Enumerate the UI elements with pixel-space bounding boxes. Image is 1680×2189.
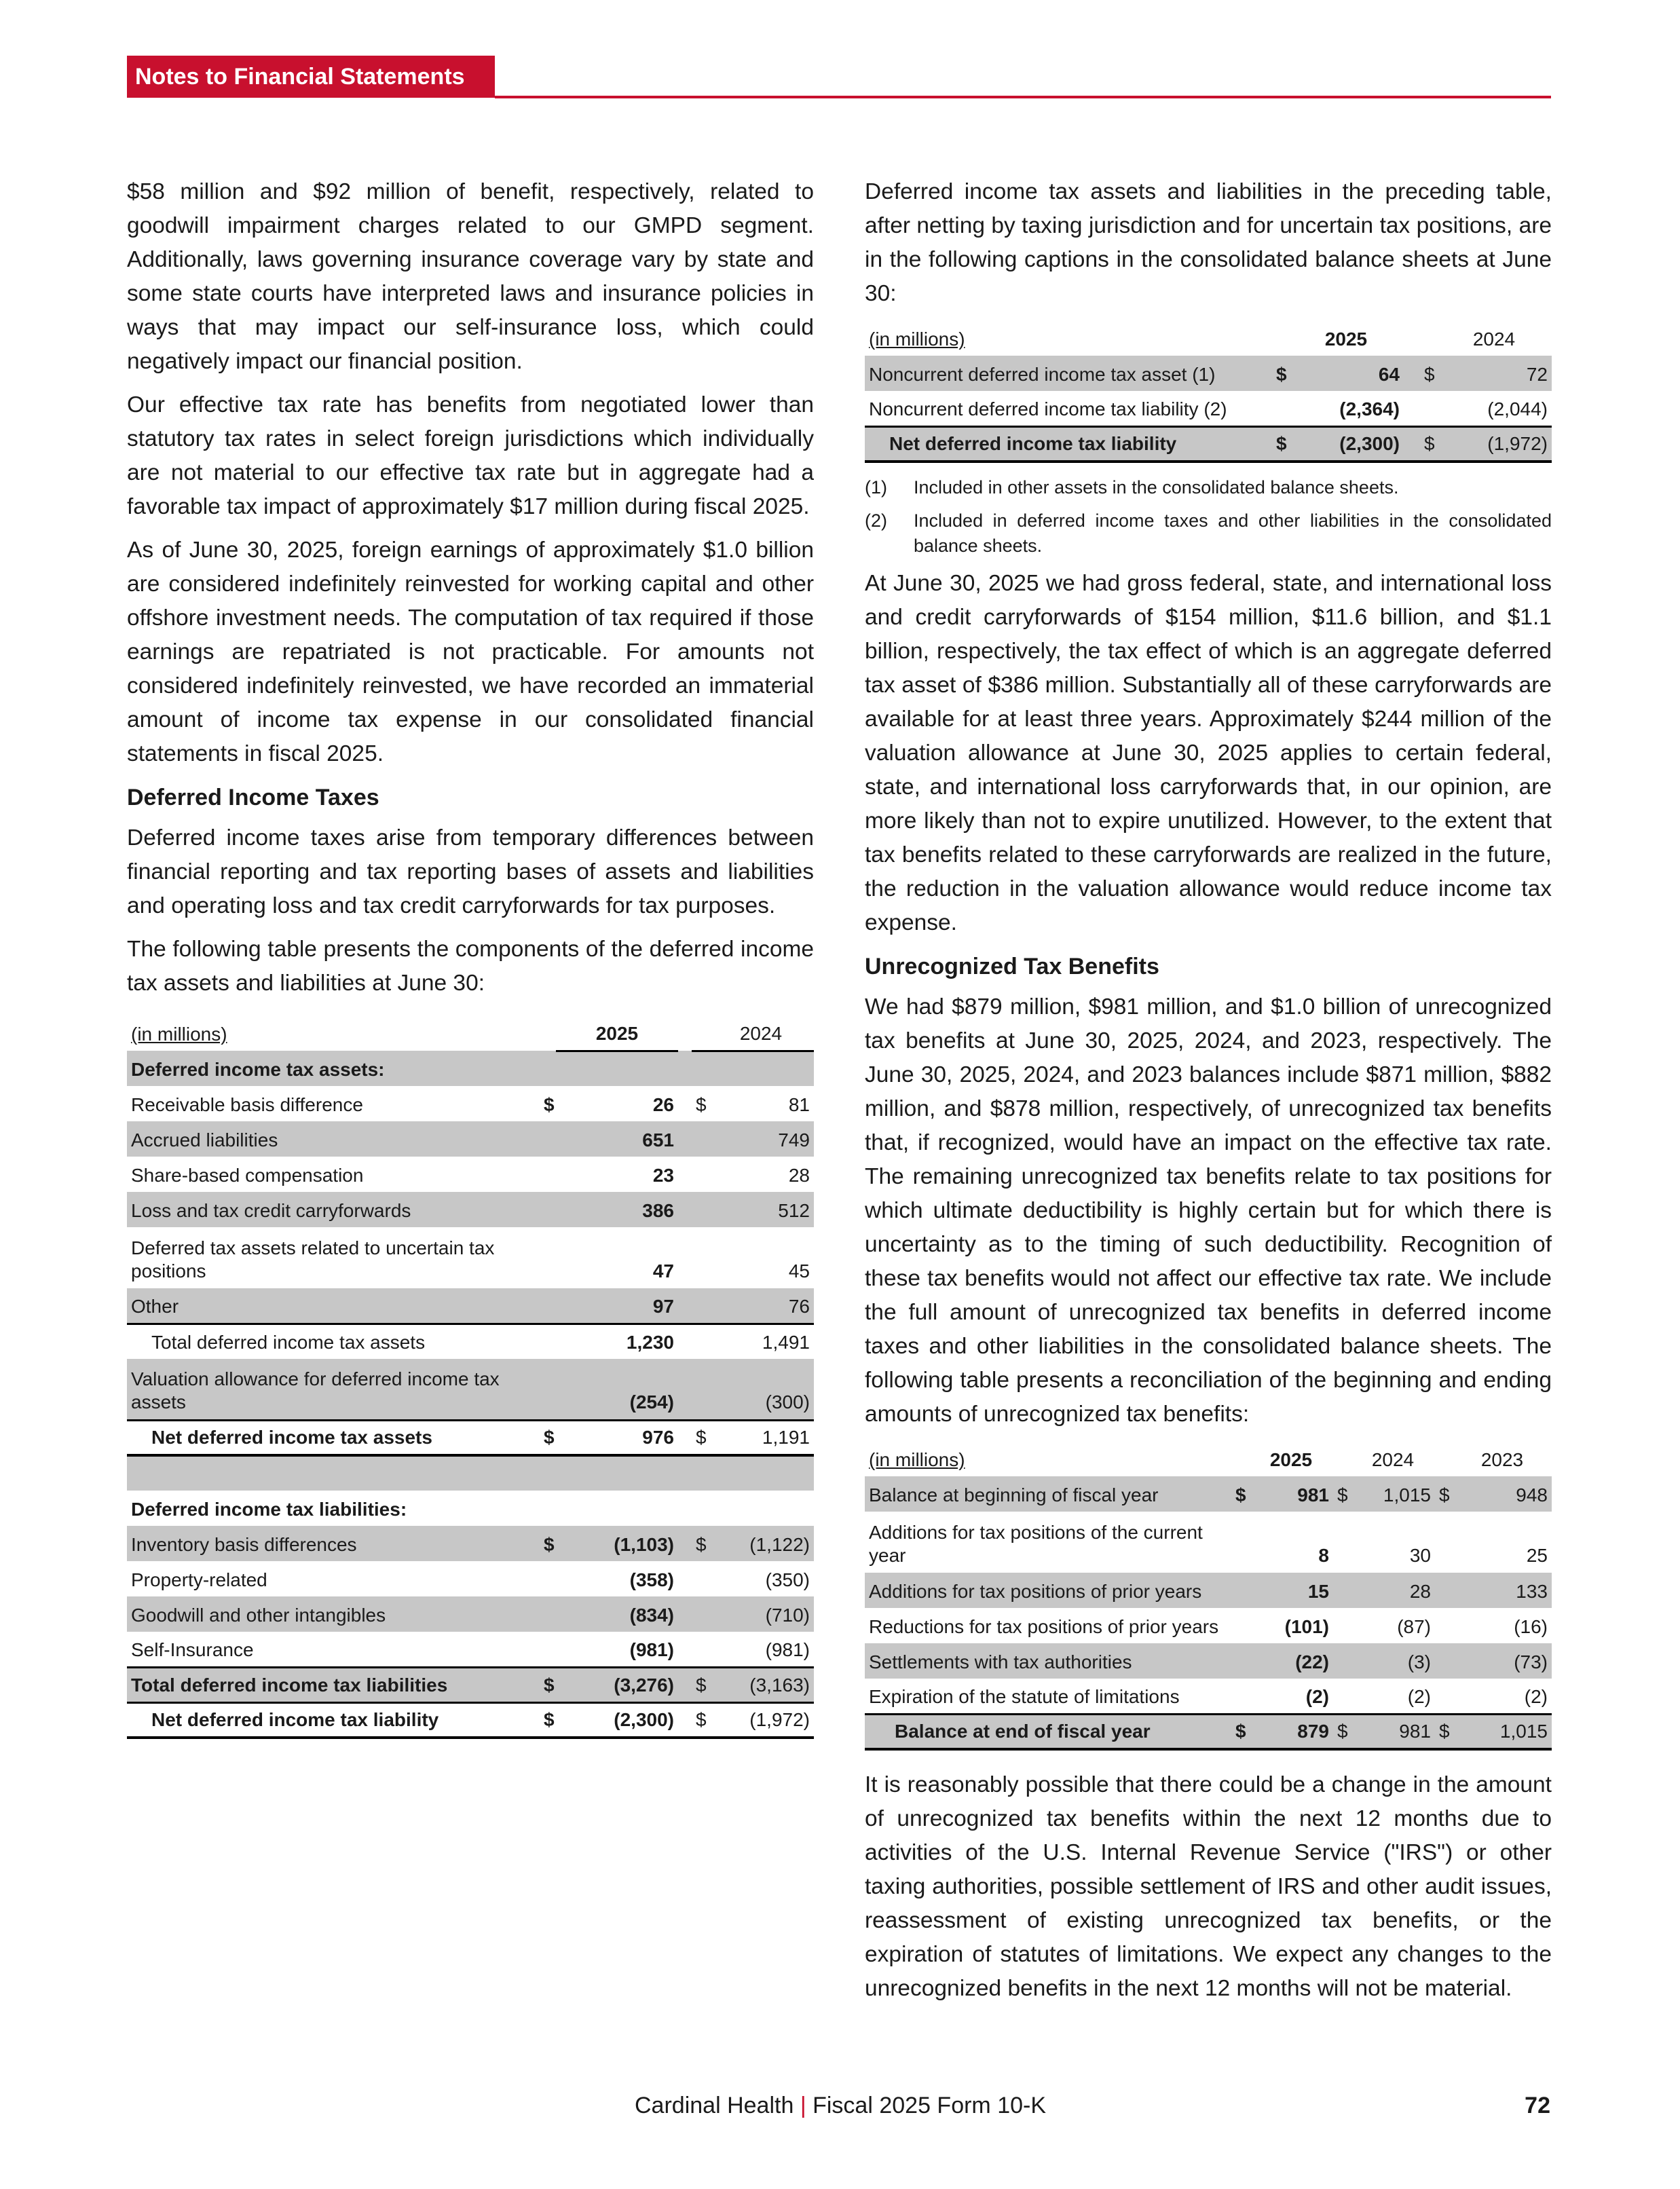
table-row-total: Net deferred income tax assets $ 976 $ 1,191: [127, 1420, 814, 1455]
left-column: [127, 175, 814, 1739]
year-header: 2025: [1324, 329, 1368, 350]
footnote: (2) Included in deferred income taxes and other liabilities in the consolidated balance sheets.: [865, 510, 1552, 556]
unrecognized-tax-benefits-table: [865, 1441, 1552, 1751]
table-row: Additions for tax positions of prior years 15 28 133: [865, 1573, 1552, 1608]
table-row: Inventory basis differences $ (1,103) $ (1,122): [127, 1526, 814, 1561]
table-row: Other 97 76: [127, 1288, 814, 1324]
year-header: 2023: [1480, 1449, 1524, 1470]
deferred-tax-components-table: [127, 1015, 814, 1739]
header-title: Notes to Financial Statements: [127, 56, 495, 98]
table-row: Valuation allowance for deferred income tax assets (254) (300): [127, 1359, 814, 1420]
table-row: Self-Insurance (981) (981): [131, 1639, 810, 1660]
table-row: Settlements with tax authorities (22) (3) (73): [865, 1643, 1552, 1679]
unit-label: (in millions): [869, 329, 965, 350]
section-heading-deferred: Deferred Income Taxes: [127, 785, 379, 810]
table-row: Balance at beginning of fiscal year $ 981 $ 1,015 $ 948: [865, 1476, 1552, 1512]
paragraph: Deferred income tax assets and liabilities in the preceding table, after netting by taxing jurisdiction and for uncertain tax positions, are in the following captions in the consolidated balance sheets at June 30:: [865, 179, 1552, 306]
table-row: Reductions for tax positions of prior years (101) (87) (16): [869, 1616, 1548, 1637]
right-column: [865, 175, 1552, 2015]
paragraph: As of June 30, 2025, foreign earnings of approximately $1.0 billion are considered indefinitely reinvested for working capital and other offshore investment needs. The computation of tax required if those earnings are repatriated is not practicable. For amounts not considered indefinitely reinvested, we have recorded an immaterial amount of income tax expense in our consolidated financial statements in fiscal 2025.: [127, 538, 814, 766]
year-header: 2024: [1371, 1449, 1415, 1470]
footer-text: Cardinal Health | Fiscal 2025 Form 10-K: [635, 2093, 1047, 2118]
assets-heading: Deferred income tax assets:: [127, 1051, 814, 1086]
table-row: Loss and tax credit carryforwards 386 512: [127, 1192, 814, 1227]
table-row-total: Net deferred income tax liability $ (2,300) $ (1,972): [127, 1702, 814, 1738]
table-row: Accrued liabilities 651 749: [127, 1121, 814, 1157]
liabilities-heading: Deferred income tax liabilities:: [131, 1499, 407, 1520]
paragraph: We had $879 million, $981 million, and $1.0 billion of unrecognized tax benefits at June 30, 2025, 2024, and 2023, respectively. The June 30, 2025, 2024, and 2023 balances include $871 million, $882 million, and $878 million, respectively, of unrecognized tax benefits that, if recognized, would have an impact on the effective tax rate. The remaining unrecognized tax benefits relate to tax positions for which ultimate deductibility is highly certain but for which there is uncertainty as to the timing of such deductibility. Recognition of these tax benefits would not affect our effective tax rate. We include the full amount of unrecognized tax benefits in deferred income taxes and other liabilities in the consolidated balance sheets. The following table presents a reconciliation of the beginning and ending amounts of unrecognized tax benefits:: [865, 994, 1552, 1427]
table-row: Property-related (358) (350): [131, 1569, 810, 1590]
year-header: 2024: [1472, 329, 1516, 350]
table-row: Noncurrent deferred income tax asset (1) $ 64 $ 72: [865, 356, 1552, 391]
table-row: Noncurrent deferred income tax liability (2) (2,364) (2,044): [869, 398, 1548, 419]
table-row: Receivable basis difference $ 26 $ 81: [131, 1094, 810, 1115]
unit-label: (in millions): [131, 1024, 227, 1045]
balance-sheet-captions-table: [865, 320, 1552, 463]
paragraph: Deferred income taxes arise from temporary differences between financial reporting and tax reporting bases of assets and liabilities and operating loss and tax credit carryforwards for tax purposes.: [127, 825, 814, 918]
table-row: Expiration of the statute of limitations (2) (2) (2): [869, 1685, 1548, 1707]
table-row: Goodwill and other intangibles (834) (710): [127, 1596, 814, 1632]
year-header: 2024: [708, 1015, 814, 1051]
table-row: Additions for tax positions of the current year 8 30 25: [869, 1522, 1548, 1566]
unit-label: (in millions): [869, 1449, 965, 1470]
page-number: 72: [1525, 2093, 1550, 2118]
table-row: Share-based compensation 23 28: [131, 1165, 810, 1186]
table-row-total: Total deferred income tax liabilities $ (3,276) $ (3,163): [127, 1667, 814, 1702]
section-heading-utb: Unrecognized Tax Benefits: [865, 954, 1159, 979]
table-row-total: Balance at end of fiscal year $ 879 $ 981 $ 1,015: [865, 1714, 1552, 1749]
year-header: 2025: [556, 1015, 678, 1051]
paragraph: At June 30, 2025 we had gross federal, state, and international loss and credit carryforwards of $154 million, $11.6 billion, and $1.1 billion, respectively, the tax effect of which is an aggregate deferred tax asset of $386 million. Substantially all of these carryforwards are available for at least three years. Approximately $244 million of the valuation allowance at June 30, 2025 applies to certain federal, state, and international loss carryforwards that, in our opinion, are more likely than not to expire unutilized. However, to the extent that tax benefits related to these carryforwards are realized in the future, the reduction in the valuation allowance would reduce income tax expense.: [865, 571, 1552, 935]
year-header: 2025: [1269, 1449, 1313, 1470]
table-row-total: Total deferred income tax assets 1,230 1,491: [127, 1324, 814, 1359]
paragraph: $58 million and $92 million of benefit, respectively, related to goodwill impairment charges related to our GMPD segment. Additionally, laws governing insurance coverage vary by state and some state courts have interpreted laws and insurance policies in ways that may impact our self-insurance loss, which could negatively impact our financial position.: [127, 179, 814, 374]
table-row: Deferred tax assets related to uncertain tax positions 47 45: [131, 1237, 810, 1281]
paragraph: The following table presents the components of the deferred income tax assets and liabilities at June 30:: [127, 937, 814, 996]
paragraph: Our effective tax rate has benefits from negotiated lower than statutory tax rates in select foreign jurisdictions which individually are not material to our effective tax rate but in aggregate had a favorable tax impact of approximately $17 million during fiscal 2025.: [127, 392, 814, 519]
table-row-total: Net deferred income tax liability $ (2,300) $ (1,972): [865, 426, 1552, 462]
paragraph: It is reasonably possible that there could be a change in the amount of unrecognized tax benefits within the next 12 months due to activities of the U.S. Internal Revenue Service ("IRS") or other taxing authorities, possible settlement of IRS and other audit issues, reassessment of existing unrecognized tax benefits, or the expiration of statutes of limitations. We expect any changes to the unrecognized benefits in the next 12 months will not be material.: [865, 1772, 1552, 2001]
footnote: (1) Included in other assets in the consolidated balance sheets.: [865, 477, 1399, 498]
header-rule: [495, 96, 1551, 98]
